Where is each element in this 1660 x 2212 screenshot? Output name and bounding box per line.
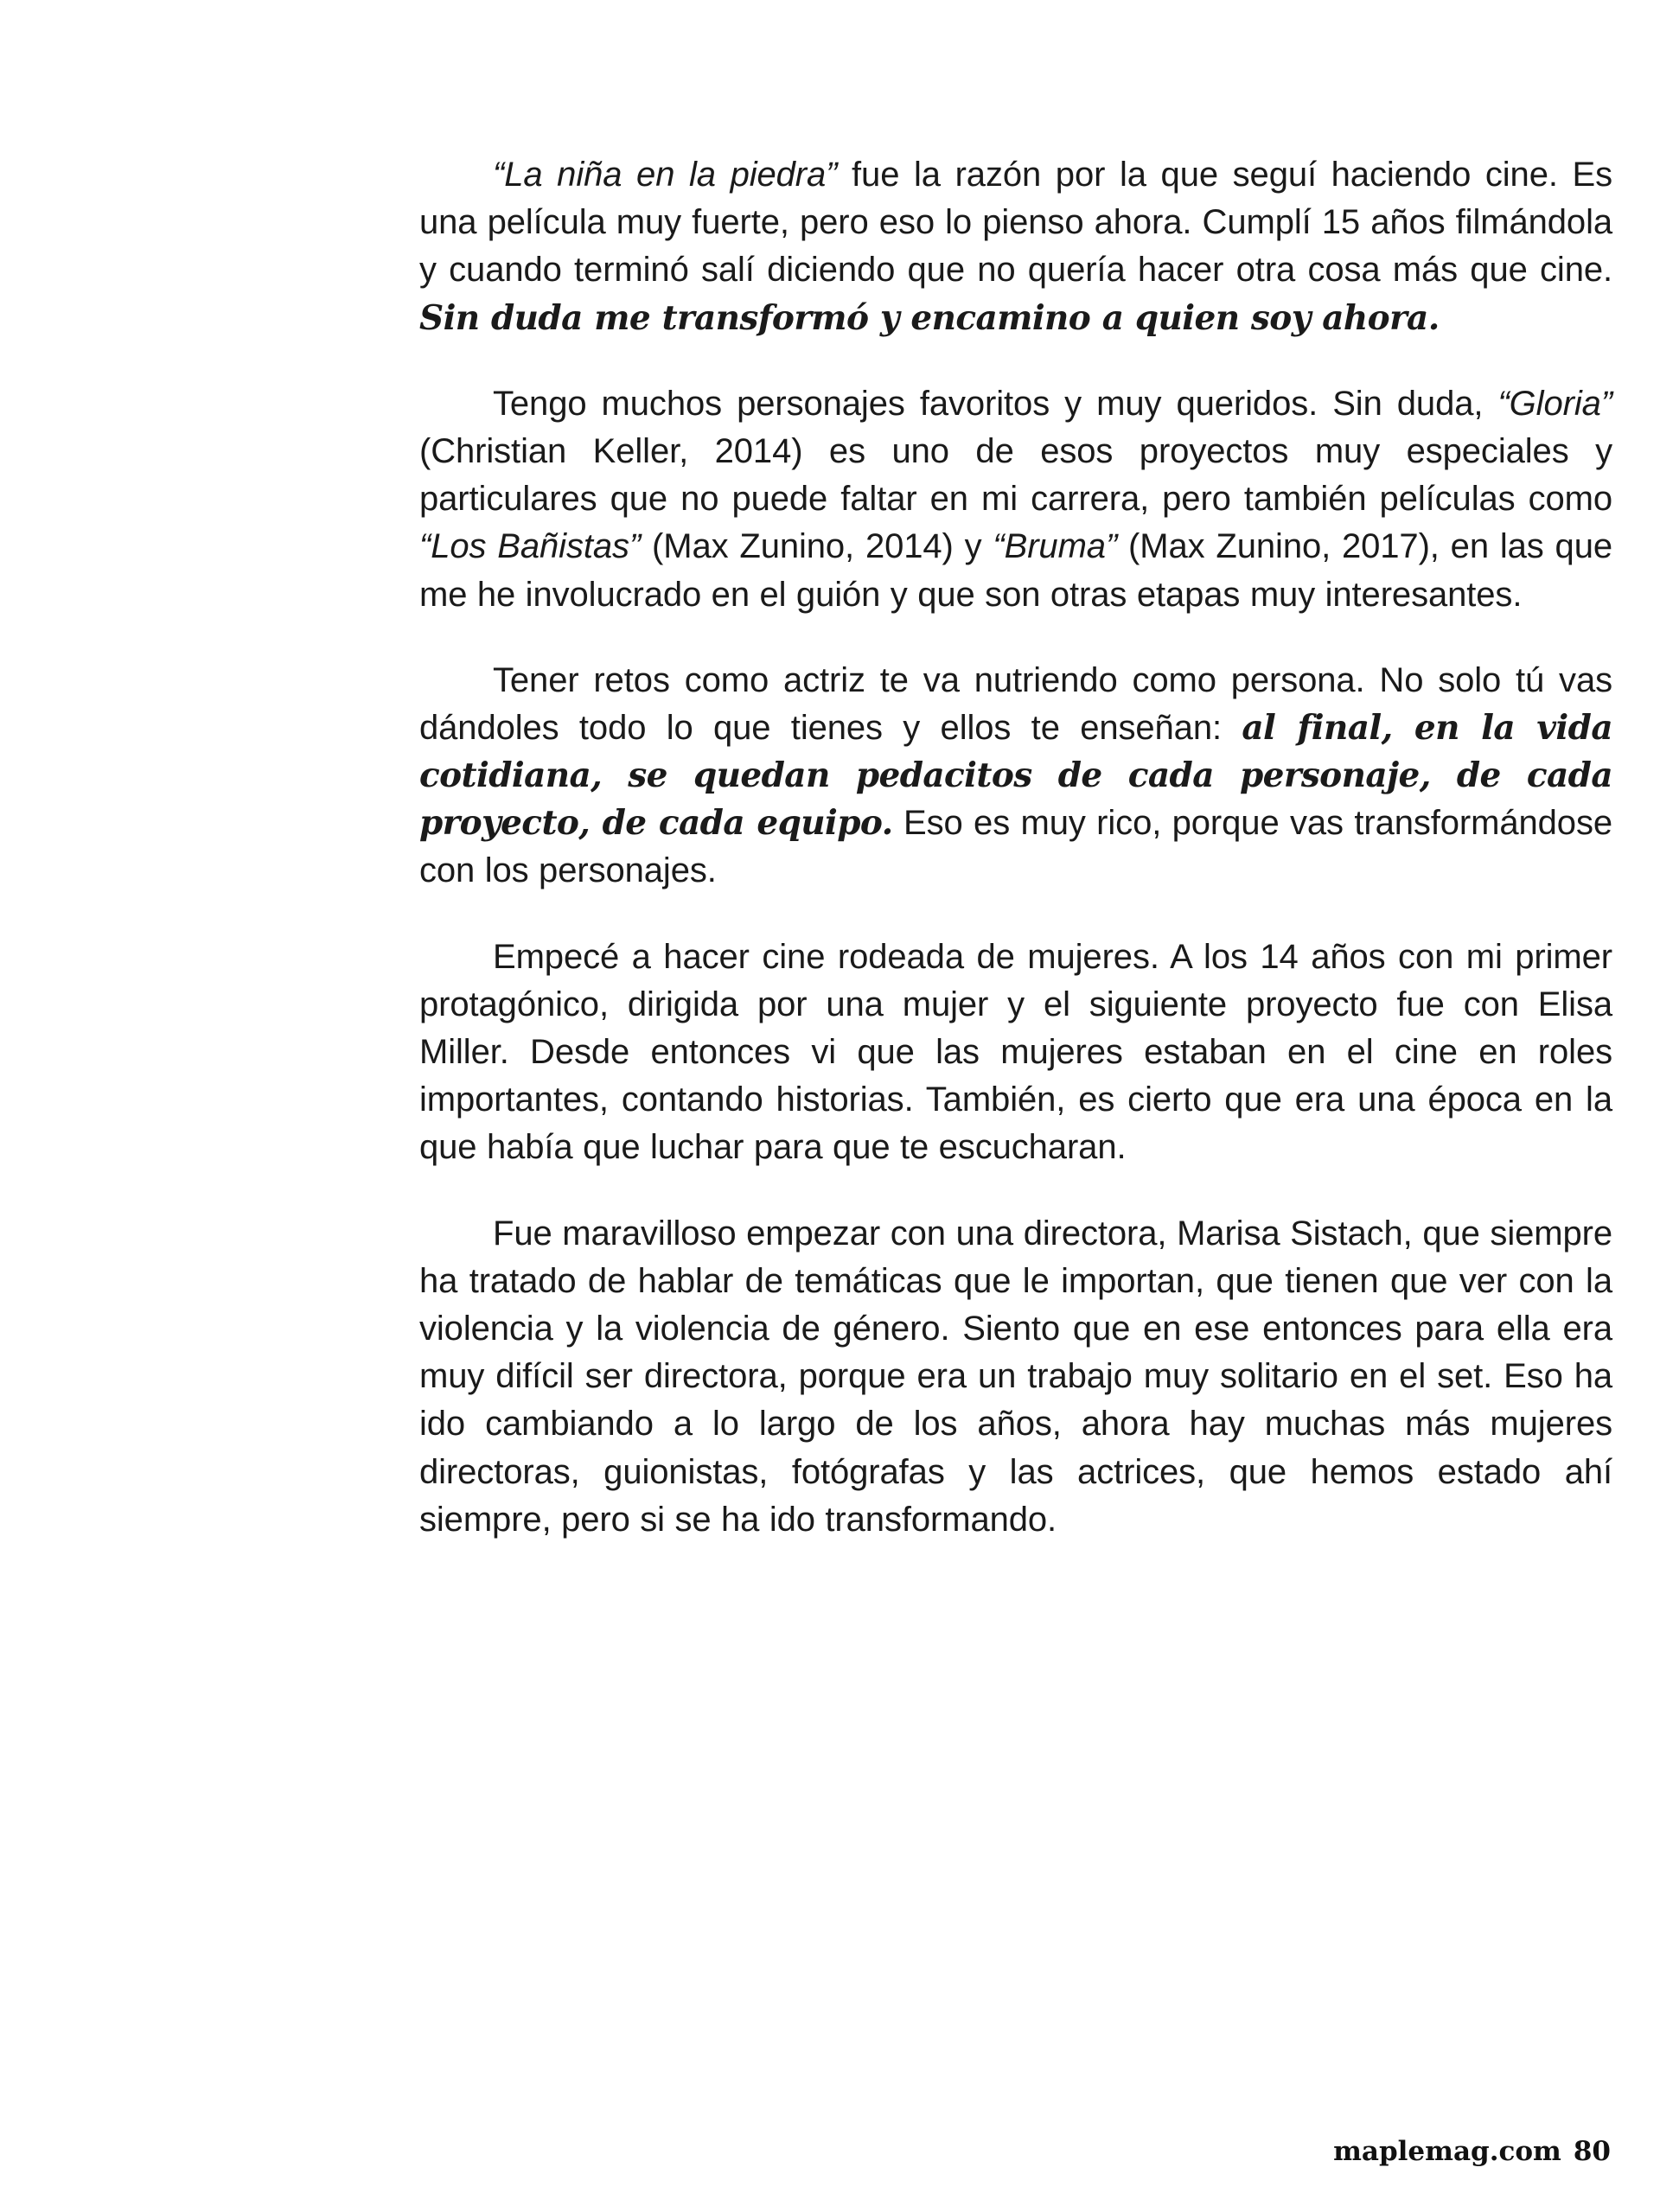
italic-run: “Bruma” — [993, 527, 1118, 566]
text-run: (Max Zunino, 2014) y — [641, 527, 993, 566]
text-run: fue la razón por la que seguí haciendo cine. Es una película muy fuerte, pero eso lo pienso ahora. Cumplí 15 años filmándola y cuando terminó salí diciendo que no quería hacer otra cosa más que cine. — [419, 156, 1612, 290]
footer-site: maplemag.com — [1333, 2136, 1561, 2167]
article-body — [419, 151, 1612, 1544]
text-run: Empecé a hacer cine rodeada de mujeres. A los 14 años con mi primer protagónico, dirigida por una mujer y el siguiente proyecto fue con Elisa Miller. Desde entonces vi que las mujeres estaban en el cine en roles importantes, contando historias. También, es cierto que era una época en la que había que luchar para que te escucharan. — [419, 937, 1612, 1167]
paragraph — [419, 380, 1612, 619]
italic-run: “Gloria” — [1497, 384, 1612, 423]
text-run: (Max Zunino, 2017), en las que me he involucrado en el guión y que son otras etapas muy interesantes. — [419, 527, 1612, 614]
text-run: Tener retos como actriz te va nutriendo como persona. No solo tú vas dándoles todo lo que tienes y ellos te enseñan: — [419, 660, 1612, 747]
text-run: (Christian Keller, 2014) es uno de esos proyectos muy especiales y particulares que no puede faltar en mi carrera, pero también películas como — [419, 431, 1612, 519]
paragraph — [419, 657, 1612, 896]
italic-run: “Los Bañistas” — [419, 527, 642, 566]
paragraph — [419, 151, 1612, 342]
text-run: Eso es muy rico, porque vas transformándose con los personajes. — [419, 804, 1612, 890]
emphasis-run: al final, en la vida cotidiana, se quedan pedacitos de cada personaje, de cada proyecto, de cada equipo. — [419, 707, 1612, 844]
page-number: 80 — [1573, 2136, 1611, 2167]
italic-run: “La niña en la piedra” — [493, 156, 838, 194]
text-run: Fue maravilloso empezar con una directora, Marisa Sistach, que siempre ha tratado de hablar de temáticas que le importan, que tienen que ver con la violencia y la violencia de género. Siento que en ese entonces para ella era muy difícil ser directora, porque era un trabajo muy solitario en el set. Eso ha ido cambiando a lo largo de los años, ahora hay muchas más mujeres directoras, guionistas, fotógrafas y las actrices, que hemos estado ahí siempre, pero si se ha ido transformando. — [419, 1214, 1612, 1539]
paragraph — [419, 1210, 1612, 1544]
paragraph — [419, 934, 1612, 1172]
text-run: Tengo muchos personajes favoritos y muy queridos. Sin duda, — [493, 384, 1498, 423]
emphasis-run: Sin duda me transformó y encamino a quien soy ahora. — [419, 297, 1440, 338]
page-footer — [1333, 2136, 1611, 2167]
